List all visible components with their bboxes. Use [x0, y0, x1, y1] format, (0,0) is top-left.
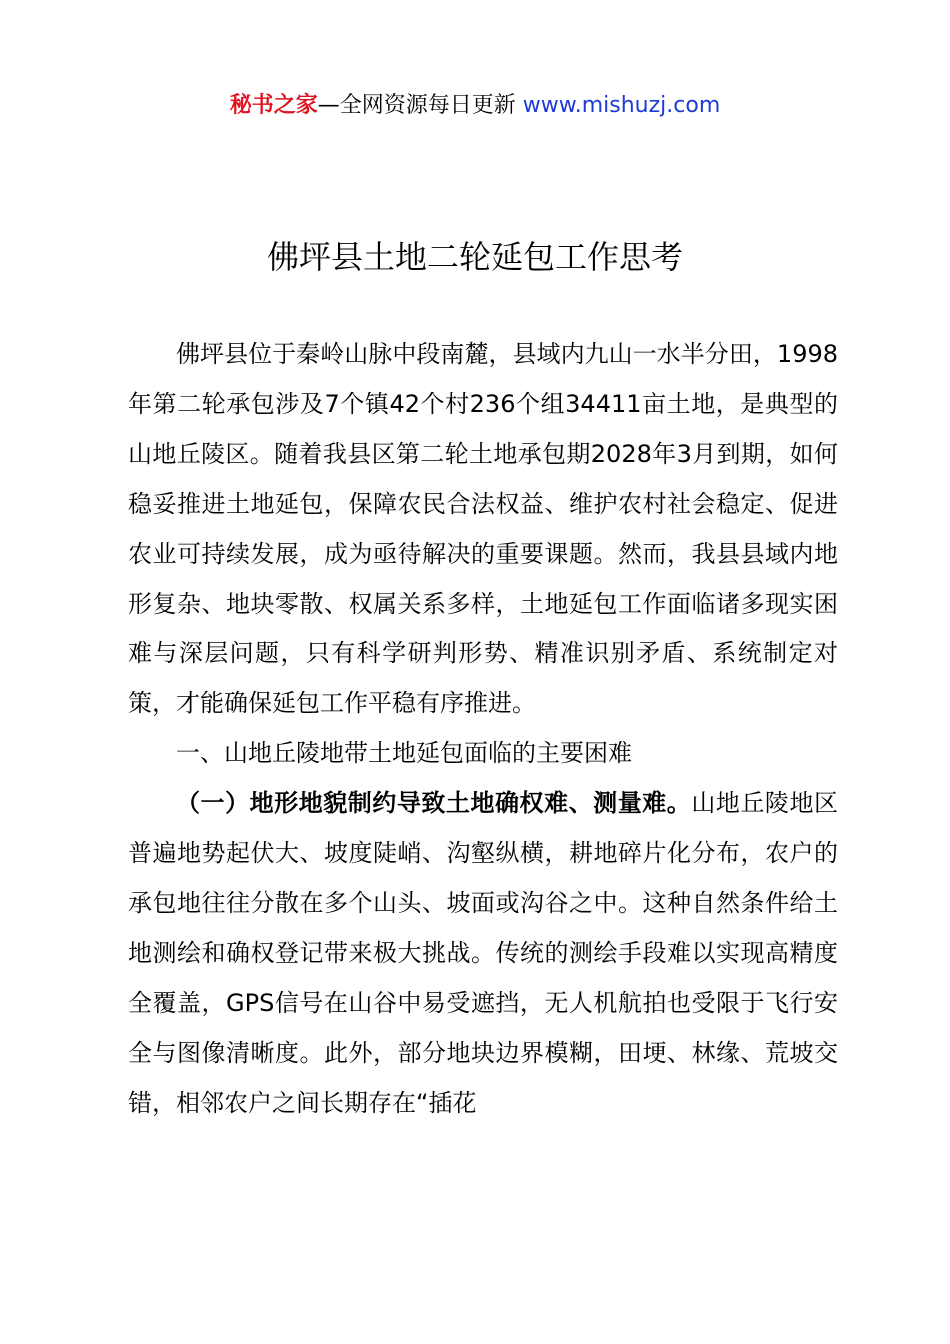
subsection-lead: （一）地形地貌制约导致土地确权难、测量难。 — [176, 789, 692, 818]
subsection-paragraph — [128, 779, 838, 1128]
site-header — [0, 86, 950, 126]
brand-name: 秘书之家 — [229, 93, 318, 118]
intro-paragraph — [128, 330, 838, 729]
section-heading — [128, 729, 838, 779]
intro-text: 佛坪县位于秦岭山脉中段南麓，县域内九山一水半分田，1998年第二轮承包涉及7个镇42个村236个组34411亩土地，是典型的山地丘陵区。随着我县区第二轮土地承包期2028年3月到期，如何稳妥推进土地延包，保障农民合法权益、维护农村社会稳定、促进农业可持续发展，成为亟待解决的重要课题。然而，我县县域内地形复杂、地块零散、权属关系多样，土地延包工作面临诸多现实困难与深层问题，只有科学研判形势、精准识别矛盾、系统制定对策，才能确保延包工作平稳有序推进。 — [128, 340, 838, 718]
site-url-link[interactable]: www.mishuzj.com — [522, 93, 721, 118]
document-title: 佛坪县土地二轮延包工作思考 — [266, 238, 683, 276]
section-heading-text: 一、山地丘陵地带土地延包面临的主要困难 — [176, 739, 632, 768]
subsection-text: 山地丘陵地区普遍地势起伏大、坡度陡峭、沟壑纵横，耕地碎片化分布，农户的承包地往往分散在多个山头、坡面或沟谷之中。这种自然条件给土地测绘和确权登记带来极大挑战。传统的测绘手段难以实现高精度全覆盖，GPS信号在山谷中易受遮挡，无人机航拍也受限于飞行安全与图像清晰度。此外，部分地块边界模糊，田埂、林缘、荒坡交错，相邻农户之间长期存在“插花 — [128, 789, 839, 1117]
document-body — [128, 330, 838, 1129]
header-tagline: —全网资源每日更新 — [317, 93, 516, 118]
